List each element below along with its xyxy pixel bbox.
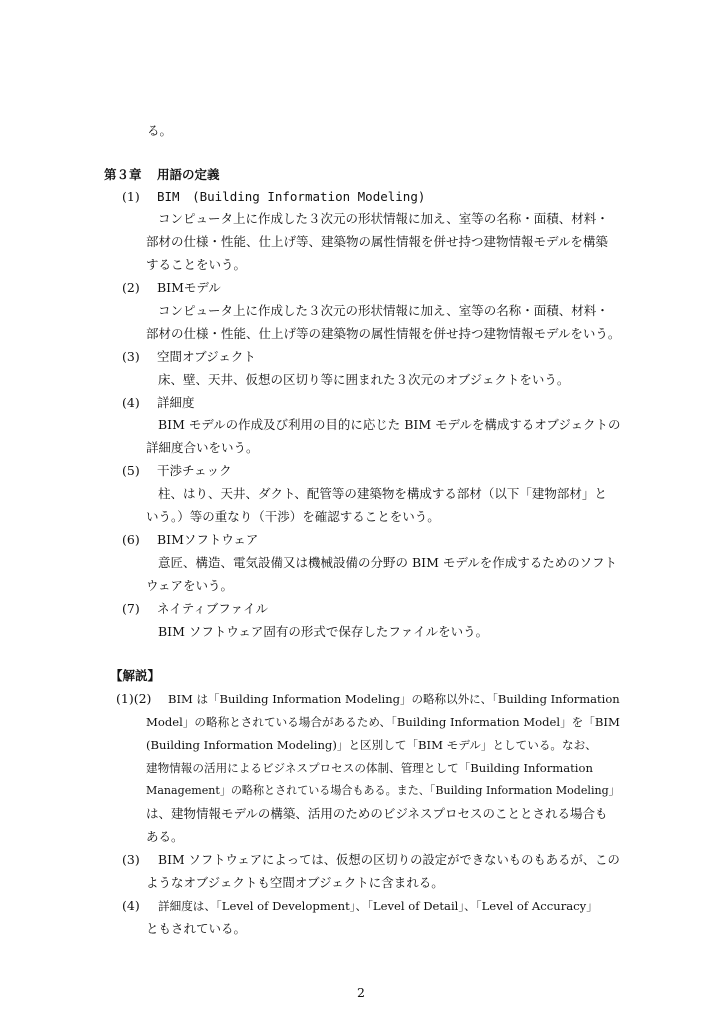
- term-5-number: (5): [122, 463, 140, 478]
- commentary-1-line-5: Management」の略称とされている場合もある。また、「Building Information Modeling」: [146, 784, 620, 797]
- page-number: 2: [357, 985, 365, 1000]
- term-2-line-2: 部材の仕様・性能、仕上げ等の建築物の属性情報を併せ持つ建物情報モデルをいう。: [146, 326, 621, 341]
- term-4-number: (4): [122, 395, 140, 410]
- term-1-line-2: 部材の仕様・性能、仕上げ等、建築物の属性情報を併せ持つ建物情報モデルを構築: [146, 234, 608, 249]
- commentary-1-line-1: BIM は「Building Information Modeling」の略称以外に、「Building Information: [168, 692, 620, 706]
- term-7-title: ネイティブファイル: [157, 601, 269, 616]
- term-2-line-1: コンピュータ上に作成した３次元の形状情報に加え、室等の名称・面積、材料・: [158, 303, 609, 318]
- commentary-3-line-1: 詳細度は、「Level of Development」、「Level of Detail」、「Level of Accuracy」: [158, 899, 598, 913]
- commentary-1-line-6: は、建物情報モデルの構築、活用のためのビジネスプロセスのこととされる場合も: [146, 806, 608, 821]
- term-1-title: BIM (Building Information Modeling): [157, 189, 426, 204]
- commentary-1-line-2: Model」の略称とされている場合があるため、「Building Information Model」を「BIM: [146, 715, 620, 729]
- term-7-number: (7): [122, 601, 140, 616]
- term-1-number: (1): [122, 189, 140, 204]
- commentary-2-line-2: ようなオブジェクトも空間オブジェクトに含まれる。: [146, 875, 444, 890]
- term-7-line-1: BIM ソフトウェア固有の形式で保存したファイルをいう。: [158, 624, 489, 639]
- term-2-number: (2): [122, 280, 140, 295]
- term-5-line-1: 柱、はり、天井、ダクト、配管等の建築物を構成する部材（以下「建物部材」と: [158, 486, 607, 501]
- commentary-3-line-2: ともされている。: [146, 921, 247, 936]
- term-2-title: BIMモデル: [157, 280, 221, 295]
- term-6-line-1: 意匠、構造、電気設備又は機械設備の分野の BIM モデルを作成するためのソフト: [158, 555, 617, 570]
- commentary-2-number: (3): [122, 852, 140, 867]
- term-1-line-3: することをいう。: [146, 257, 247, 272]
- commentary-heading: 【解説】: [110, 668, 161, 683]
- commentary-1-line-3: (Building Information Modeling)」と区別して「BIM モデル」としている。なお、: [146, 738, 597, 752]
- commentary-1-number: (1)(2): [116, 691, 152, 706]
- term-3-number: (3): [122, 349, 140, 364]
- term-3-title: 空間オブジェクト: [157, 349, 256, 364]
- term-3-line-1: 床、壁、天井、仮想の区切り等に囲まれた３次元のオブジェクトをいう。: [158, 372, 570, 387]
- term-4-title: 詳細度: [157, 395, 195, 410]
- continuation-text: る。: [147, 123, 173, 138]
- term-6-line-2: ウェアをいう。: [146, 578, 234, 593]
- term-5-line-2: いう。）等の重なり（干渉）を確認することをいう。: [146, 509, 440, 524]
- term-4-line-2: 詳細度合いをいう。: [146, 440, 259, 455]
- commentary-3-number: (4): [122, 898, 140, 913]
- term-6-title: BIMソフトウェア: [157, 532, 259, 547]
- term-4-line-1: BIM モデルの作成及び利用の目的に応じた BIM モデルを構成するオブジェクトの: [158, 417, 621, 432]
- commentary-1-line-7: ある。: [146, 829, 184, 844]
- term-1-line-1: コンピュータ上に作成した３次元の形状情報に加え、室等の名称・面積、材料・: [158, 211, 609, 226]
- term-6-number: (6): [122, 532, 140, 547]
- term-5-title: 干渉チェック: [157, 463, 232, 478]
- commentary-2-line-1: BIM ソフトウェアによっては、仮想の区切りの設定ができないものもあるが、この: [158, 852, 620, 867]
- chapter-number: 第３章: [104, 167, 142, 182]
- commentary-1-line-4: 建物情報の活用によるビジネスプロセスの体制、管理として「Building Information: [146, 761, 593, 775]
- chapter-title: 用語の定義: [157, 167, 220, 182]
